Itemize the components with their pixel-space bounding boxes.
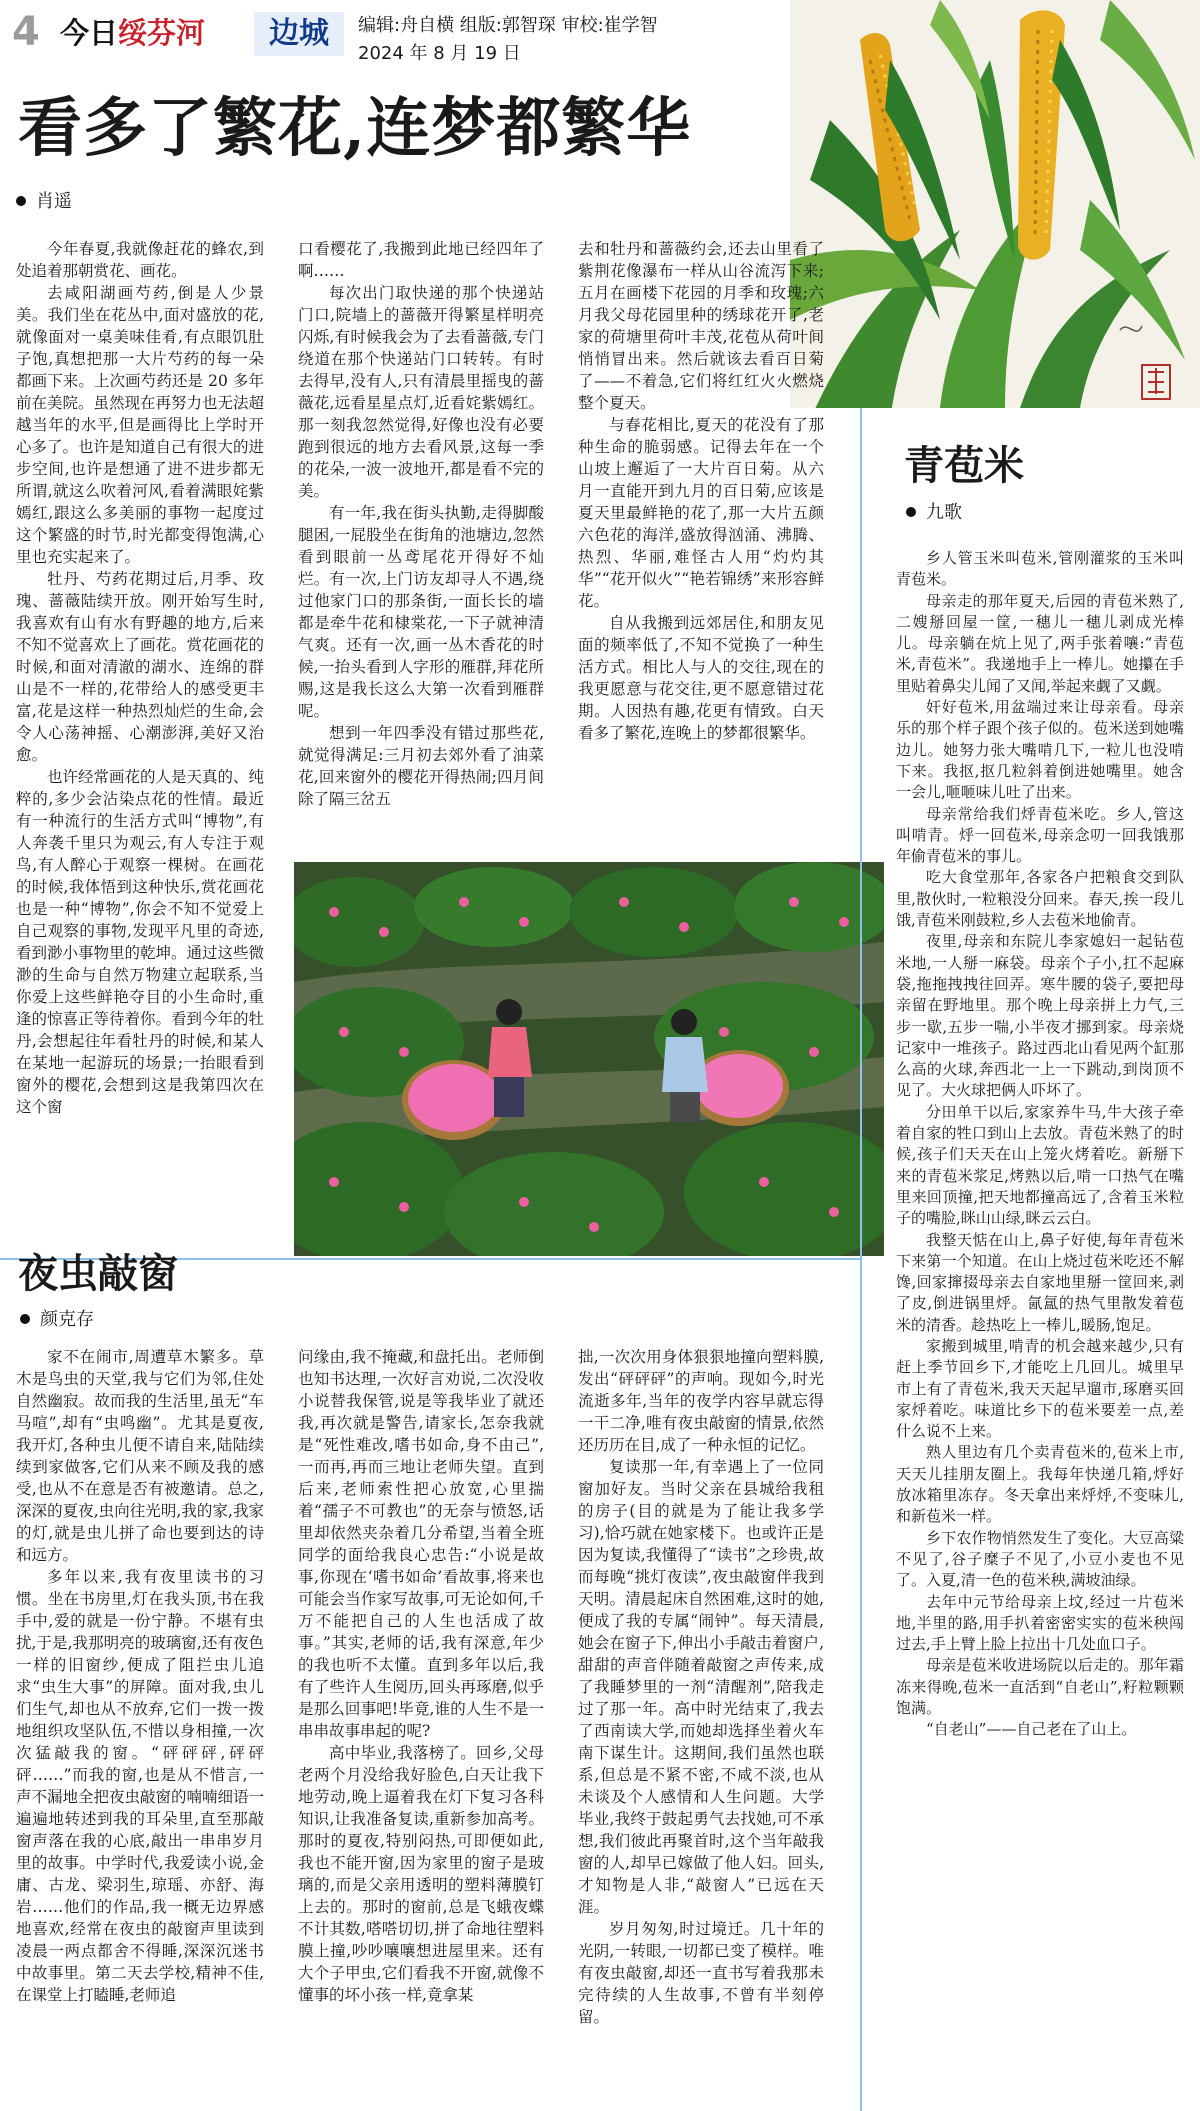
article3-col1: [16, 1346, 264, 2106]
article3-byline: [20, 1308, 94, 1332]
article3-col2: [298, 1346, 544, 2106]
paragraph: 复读那一年,有幸遇上了一位同窗加好友。当时父亲在县城给我租的房子(目的就是为了能让我多学习),恰巧就在她家楼下。也或许正是因为复读,我懂得了“读书”之珍贵,故而每晚“挑灯夜读”,夜虫敲窗伴我到天明。清晨起床自然困难,这时的她,便成了我的专属“闹钟”。每天清晨,她会在窗子下,伸出小手敲击着窗户,甜甜的声音伴随着敲窗之声传来,成了我睡梦里的一剂“清醒剂”,陪我走过了那一年。高中时光结束了,我去了西南读大学,而她却选择坐着火车南下谋生计。这期间,我们虽然也联系,但总是不紧不密,不咸不淡,也从未谈及个人感情和人生问题。大学毕业,我终于鼓起勇气去找她,可不承想,我们彼此再聚首时,这个当年敲我窗的人,却早已嫁做了他人妇。回头,才知物是人非,“敲窗人”已远在天涯。: [578, 1458, 824, 1916]
paragraph: 岁月匆匆,时过境迁。几十年的光阴,一转眼,一切都已变了模样。唯有夜虫敲窗,却还一直书写着我那未完待续的人生故事,不曾有半刻停留。: [578, 1920, 824, 2026]
bullet-icon: [20, 1314, 30, 1324]
article3-col3: [578, 1346, 824, 2106]
paragraph: 吃大食堂那年,各家各户把粮食交到队里,散伙时,一粒粮没分回来。春天,挨一段儿饿,青苞米刚鼓粒,乡人去苞米地偷青。: [896, 868, 1184, 930]
corn-cob-right: [1018, 10, 1065, 259]
article1-title: 看多了繁花,连梦都繁华: [18, 91, 692, 166]
paragraph: 多年以来,我有夜里读书的习惯。坐在书房里,灯在我头顶,书在我手中,爱的就是一份宁静。不堪有虫扰,于是,我那明亮的玻璃窗,还有夜色一样的旧窗纱,便成了阻拦虫儿追求“虫生大事”的屏障。面对我,虫儿们生气,却也从不放弃,它们一拨一拨地组织攻坚队伍,不惜以身相撞,一次次猛敲我的窗。“砰砰砰,砰砰砰……”而我的窗,也是从不惜言,一声不漏地全把夜虫敲窗的喃喃细语一遍遍地转述到我的耳朵里,直至那敲窗声落在我的心底,敲出一串串岁月里的故事。中学时代,我爱读小说,金庸、古龙、梁羽生,琼瑶、亦舒、海岩……他们的作品,我一概无边界感地喜欢,经常在夜虫的敲窗声里读到凌晨一两点都舍不得睡,深深沉迷书中故事里。第二天去学校,精神不佳,在课堂上打瞌睡,老师追: [16, 1568, 264, 2004]
paragraph: 去年中元节给母亲上坟,经过一片苞米地,半里的路,用手扒着密密实实的苞米秧闯过去,手上臂上脸上拉出十几处血口子。: [896, 1592, 1184, 1654]
paragraph: 高中毕业,我落榜了。回乡,父母老两个月没给我好脸色,白天让我下地劳动,晚上逼着我在灯下复习各科知识,让我准备复读,重新参加高考。那时的夏夜,特别闷热,可即便如此,我也不能开窗,因为家里的窗子是玻璃的,而是父亲用透明的塑料薄膜钉上去的。那时的窗前,总是飞蛾夜蝶不计其数,嗒嗒切切,拼了命地往塑料膜上撞,吵吵嚷嚷想进屋里来。还有大个子甲虫,它们看我不开窗,就像不懂事的坏小孩一样,竟拿某: [298, 1744, 544, 2004]
paragraph: 牡丹、芍药花期过后,月季、玫瑰、蔷薇陆续开放。刚开始写生时,我喜欢有山有水有野趣的地方,后来不知不觉喜欢上了画花。赏花画花的时候,和面对清澈的湖水、连绵的群山是不一样的,花带给人的感受更丰富,花是这样一种热烈灿烂的生命,会令人心荡神摇、心潮澎湃,美好又治愈。: [16, 570, 264, 764]
paper-name-prefix: 今日: [60, 16, 119, 50]
paragraph: 每次出门取快递的那个快递站门口,院墙上的蔷薇开得繁星样明亮闪烁,有时候我会为了去看蔷薇,专门绕道在那个快递站门口转转。有时去得早,没有人,只有清晨里摇曳的蔷薇花,远看星星点灯,近看姹紫嫣红。那一刻我忽然觉得,好像也没有必要跑到很远的地方去看风景,这每一季的花朵,一波一波地开,都是看不完的美。: [298, 284, 544, 500]
issue-date: 2024 年 8 月 19 日: [358, 43, 521, 64]
paragraph: 夜里,母亲和东院儿李家媳妇一起钻苞米地,一人掰一麻袋。母亲个子小,扛不起麻袋,拖拖拽拽往回弄。寒牛腰的袋子,要把母亲留在野地里。那个晚上母亲拼上力气,三步一歇,五步一喘,小半夜才挪到家。母亲烧记家中一堆孩子。路过西北山看见两个缸那么高的火球,奔西北一上一下跳动,到岗顶不见了。大火球把俩人吓坏了。: [896, 932, 1184, 1100]
article1-col2: [298, 238, 544, 846]
article1-author: 肖遥: [36, 191, 72, 212]
paper-name-city: 绥芬河: [118, 16, 206, 50]
paper-name: [60, 16, 205, 50]
paragraph: 乡下农作物悄然发生了变化。大豆高粱不见了,谷子糜子不见了,小豆小麦也不见了。入夏,清一色的苞米秧,满坡油绿。: [896, 1528, 1184, 1590]
paragraph: 乡人管玉米叫苞米,管刚灌浆的玉米叫青苞米。: [896, 549, 1184, 589]
paragraph: 母亲是苞米收进场院以后走的。那年霜冻来得晚,苞米一直活到“自老山”,籽粒颗颗饱满。: [896, 1656, 1184, 1718]
paragraph: 去和牡丹和蔷薇约会,还去山里看了紫荆花像瀑布一样从山谷流泻下来;五月在画楼下花园的月季和玫瑰;六月我父母花园里种的绣球花开了,老家的荷塘里荷叶丰茂,花苞从荷叶间悄悄冒出来。然后就该去看百日菊了——不着急,它们将红红火火燃烧整个夏天。: [578, 240, 824, 412]
corn-illustration: [790, 0, 1200, 408]
paragraph: 母亲走的那年夏天,后园的青苞米熟了,二嫂掰回屋一筐,一穗儿一穗儿剥成光棒儿。母亲躺在炕上见了,两手张着嚷:“青苞米,青苞米”。我递地手上一棒儿。她攥在手里贴着鼻尖儿闻了又闻,举起来觑了又觑。: [896, 591, 1184, 695]
article1-col3: [578, 238, 824, 828]
paragraph: 母亲常给我们烀青苞米吃。乡人,管这叫啃青。烀一回苞米,母亲念叨一回我饿那年偷青苞米的事儿。: [896, 804, 1184, 866]
article1-byline: [16, 190, 72, 214]
article2-author: 九歌: [926, 502, 962, 523]
paragraph: 与春花相比,夏天的花没有了那种生命的脆弱感。记得去年在一个山坡上邂逅了一大片百日菊。从六月一直能开到九月的百日菊,应该是夏天里最鲜艳的花了,那一大片五颜六色花的海洋,盛放得汹涌、沸腾、热烈、华丽,难怪古人用“灼灼其华”“花开似火”“艳若锦绣”来形容鲜花。: [578, 416, 824, 610]
page-number: 4: [12, 9, 40, 55]
article3-author: 颜克存: [40, 1309, 94, 1330]
paragraph: 分田单干以后,家家养牛马,牛大孩子牵着自家的牲口到山上去放。青苞米熟了的时候,孩子们天天在山上笼火烤着吃。新掰下来的青苞米浆足,烤熟以后,啃一口热气在嘴里来回顶撞,把天地都撞高远了,含着玉米粒子的嘴脸,眯山山绿,眯云云白。: [896, 1102, 1184, 1228]
paragraph: 家搬到城里,啃青的机会越来越少,只有赶上季节回乡下,才能吃上几回儿。城里早市上有了青苞米,我天天起早遛市,琢磨买回家烀着吃。味道比乡下的苞米要差一点,差什么说不上来。: [896, 1336, 1184, 1441]
bullet-icon: [906, 507, 916, 517]
paragraph: 有一年,我在街头执勤,走得脚酸腿困,一屁股坐在街角的池塘边,忽然看到眼前一丛鸢尾花开得好不灿烂。有一次,上门访友却寻人不遇,绕过他家门口的那条街,一面长长的墙都是牵牛花和棣棠花,一下子就神清气爽。还有一次,画一丛木香花的时候,一抬头看到人字形的雁群,拜花所赐,这是我长这么大第一次看到雁群呢。: [298, 504, 544, 720]
article2-body: [896, 548, 1184, 2104]
article2-title: 青苞米: [904, 442, 1024, 489]
paragraph: 今年春夏,我就像赶花的蜂农,到处追着那朝赏花、画花。: [16, 240, 264, 280]
paragraph: 自从我搬到远郊居住,和朋友见面的频率低了,不知不觉换了一种生活方式。相比人与人的交往,现在的我更愿意与花交往,更不愿意错过花期。人因热有趣,花更有情致。白天看多了繁花,连晚上的梦都很繁华。: [578, 614, 824, 742]
article3-title: 夜虫敲窗: [18, 1250, 178, 1297]
paragraph: 我整天惦在山上,鼻子好使,每年青苞米下来第一个知道。在山上烧过苞米吃还不解馋,回家撺掇母亲去自家地里掰一筐回来,剥了皮,倒进锅里烀。氤氲的热气里散发着苞米的清香。趁热吃上一棒儿,暖肠,饱足。: [896, 1230, 1184, 1334]
paragraph: 想到一年四季没有错过那些花,就觉得满足:三月初去郊外看了油菜花,回来窗外的樱花开得热闹;四月间除了隔三岔五: [298, 724, 544, 808]
paragraph: 拙,一次次用身体狠狠地撞向塑料膜,发出“砰砰砰”的声响。现如今,时光流逝多年,当年的夜学内容早就忘得一干二净,唯有夜虫敲窗的情景,依然还历历在目,成了一种永恒的记忆。: [578, 1348, 824, 1454]
column-divider: [860, 408, 862, 2111]
section-name: 边城: [254, 12, 344, 56]
paragraph: 去咸阳湖画芍药,倒是人少景美。我们坐在花丛中,面对盛放的花,就像面对一桌美味佳肴,有点眼饥肚子饱,真想把那一大片芍药的每一朵都画下来。上次画芍药还是 20 多年前在美院。虽然现在再努力也无法超越当年的水平,但是画得比上学时开心多了。也许是知道自己有很大的进步空间,也许是想通了进不进步都无所谓,就这么吹着河风,看着满眼姹紫嫣红,跟这么多美丽的事物一起度过这个繁盛的时节,时光都变得饱满,心里也充实起来了。: [16, 284, 264, 566]
paragraph: 问缘由,我不掩藏,和盘托出。老师倒也知书达理,一次好言劝说,二次没收小说替我保管,说是等我毕业了就还我,再次就是警告,请家长,怎奈我就是“死性难改,嗜书如命,身不由己”,一而再,再而三地让老师失望。直到后来,老师索性把心放宽,心里揣着“孺子不可教也”的无奈与愤怒,话里却依然夹杂着几分希望,当着全班同学的面给我良心忠告:“小说是故事,你现在‘嗜书如命’看故事,将来也可能会当作家写故事,可无论如何,千万不能把自己的人生也活成了故事。”其实,老师的话,我有深意,年少的我也听不太懂。直到多年以后,我有了些许人生阅历,回头再琢磨,似乎是那么回事吧!毕竟,谁的人生不是一串串故事串起的呢?: [298, 1348, 544, 1740]
article1-col1: [16, 238, 264, 1186]
paragraph: 熟人里边有几个卖青苞米的,苞米上市,天天儿挂朋友圈上。我每年快递几箱,烀好放冰箱里冻存。冬天拿出来烀烀,不变味儿,和新苞米一样。: [896, 1443, 1184, 1526]
paragraph: “自老山”——自己老在了山上。: [926, 1720, 1137, 1739]
paragraph: 口看樱花了,我搬到此地已经四年了啊……: [298, 240, 544, 280]
paragraph: 家不在闹市,周遭草木繁多。草木是鸟虫的天堂,我与它们为邻,住处自然幽寂。故而我的生活里,虽无“车马喧”,却有“虫鸣幽”。尤其是夏夜,我开灯,各种虫儿便不请自来,陆陆续续到家做客,它们从来不顾及我的感受,也从不在意是否有被邀请。总之,深深的夏夜,虫向往光明,我的家,我家的灯,就是虫儿拼了命也要到达的诗和远方。: [16, 1348, 264, 1564]
paragraph: 也许经常画花的人是天真的、纯粹的,多少会沾染点花的性情。最近有一种流行的生活方式叫“博物”,有人奔袭千里只为观云,有人专注于观鸟,有人醉心于观察一棵树。在画花的时候,我体悟到这种快乐,赏花画花也是一种“博物”,你会不知不觉爱上自己观察的事物,发现平凡里的奇迹,看到渺小事物里的乾坤。通过这些微渺的生命与自然万物建立起联系,当你爱上这些鲜艳夺目的小生命时,重逢的惊喜正等待着你。看到今年的牡丹,会想起往年看牡丹的时候,和某人在某地一起游玩的场景;一抬眼看到窗外的樱花,会想到这是我第四次在这个窗: [16, 768, 264, 1116]
editors-credit: 编辑:舟自横 组版:郭智琛 审校:崔学智: [358, 15, 658, 36]
paragraph: 奸好苞米,用盆端过来让母亲看。母亲乐的那个样子跟个孩子似的。苞米送到她嘴边儿。她努力张大嘴啃几下,一粒儿也没啃下来。我抠,抠几粒斜着倒进她嘴里。她含一会儿,咂咂味儿吐了出来。: [896, 698, 1184, 802]
bullet-icon: [16, 196, 26, 206]
article2-byline: [906, 501, 962, 525]
rose-harvest-photo: [294, 862, 884, 1256]
